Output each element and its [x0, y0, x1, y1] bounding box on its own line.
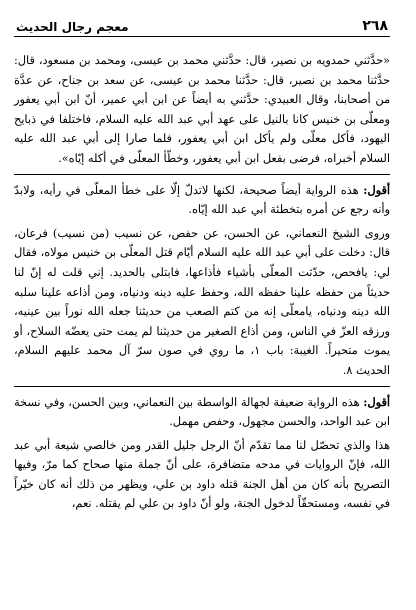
section-divider — [14, 386, 390, 387]
narration-paragraph — [14, 224, 390, 381]
paragraph-text: هذه الرواية ضعيفة لجهالة الواسطة بين النعماني، وبين الحسن، وفي نسخة ابن عبد الواحد، والحسن مجهول، وحفص مهمل. — [14, 395, 390, 429]
paragraph-text: وروى الشيخ النعماني، عن الحسن، عن حفص، عن نسيب (من نسيب) فرعان، قال: دخلت على أبي عبد الله عليه السلام أيّام قتل المعلّى بن خنيس مولاه، فقال لي: يافحص، حدّثت المعلّى بأشياء فأذاعها، فابتلى بالحديد. إني قلت له إنّ لنا حديثاً من حفظه علينا حفظه الله، وحفظ عليه دينه ودنياه، ومن أذاعه علينا سلبه الله دينه ودنياه، يامعلّى إنه من كتم الصعب من حديثنا جعله الله نوراً بين عينيه، ورزقه العزّ في الناس، ومن أذاع الصغير من حديثنا لم يمت حتى يعضّه السلاح، أو يموت متحيراً. الغيبة: باب ١، ما روي في صون سرّ آل محمد عليهم السلام، الحديث ٨. — [14, 226, 390, 377]
page-number: ٢٦٨ — [362, 18, 388, 34]
section-divider — [14, 174, 390, 175]
hadith-paragraph — [14, 51, 390, 169]
page-header — [14, 18, 390, 37]
conclusion-paragraph — [14, 436, 390, 514]
commentary-paragraph — [14, 393, 390, 432]
book-title: معجم رجال الحديث — [16, 20, 129, 34]
paragraph-text: هذه الرواية أيضاً صحيحة، لكنها لاتدلّ إلّا على خطأ المعلّى في رأيه، ولابدّ وأنه رجع عن أمره بتخطئة أبي عبد الله إيّاه. — [14, 183, 390, 217]
commentary-label: أقول: — [363, 394, 390, 409]
commentary-label: أقول: — [363, 182, 390, 197]
paragraph-text: «حدَّثني حمدويه بن نصير، قال: حدَّثني محمد بن عيسى، ومحمد بن مسعود، قال: حدَّثنا محمد بن نصير، قال: حدَّثنا محمد بن عيسى، عن سعد بن جناح، عن عدَّة من أصحابنا، وقال العبيدي: حدَّثني به أيضاً عن ابن أبي عمير، أنّ ابن أبي يعفور ومعلّى بن خنيس كانا بالنيل على عهد أبي عبد الله عليه السلام، فاختلفا في ذبايح اليهود، فأكل معلّى ولم يأكل ابن أبي يعفور، فلما صارا إلى أبي عبد الله عليه السلام أخبراه، فرضى بفعل ابن أبي يعفور، وخطّأ المعلّى في أكله إيّاه». — [14, 54, 390, 165]
page-body — [14, 51, 390, 514]
commentary-paragraph — [14, 181, 390, 220]
paragraph-text: هذا والذي تحصّل لنا مما تقدّم أنّ الرجل جليل القدر ومن خالصي شيعة أبي عبد الله، فإنّ الروايات في مدحه متضافرة، على أنّ جملة منها صحاح كما مرّ، وفيها التصريح بأنه كان من أهل الجنة قتله داود بن علي، ويظهر من ذلك أنه كان خيّراً في نفسه، ومستحقّاً لدخول الجنة، ولو أنّ داود بن علي لم يقتله. نعم، — [14, 438, 390, 511]
